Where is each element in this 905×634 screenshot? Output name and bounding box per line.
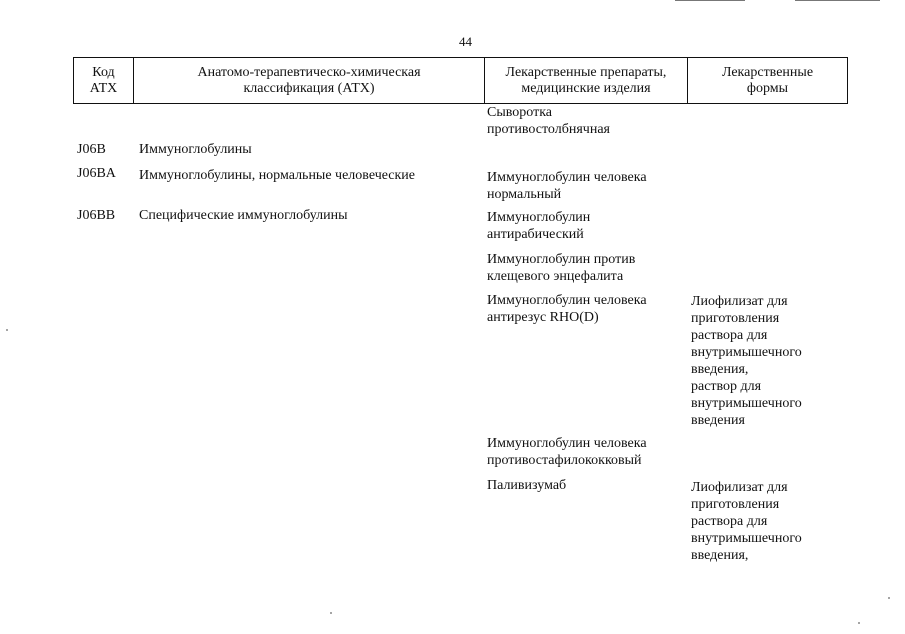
drug-name: Иммуноглобулин человека противостафилококковый	[487, 436, 647, 468]
atc-code: J06BB	[77, 208, 116, 223]
scan-speck	[888, 597, 890, 599]
atc-classification: Иммуноглобулины, нормальные человеческие	[139, 168, 416, 183]
atc-classification: Иммуноглобулины	[139, 142, 252, 157]
drug-name: Паливизумаб	[487, 478, 567, 493]
drug-name: Сыворотка противостолбнячная	[487, 105, 610, 137]
scan-edge-line	[675, 0, 745, 1]
scan-edge-line	[795, 0, 880, 1]
header-classification: Анатомо-терапевтическо-химическая классификация (АТХ)	[133, 57, 485, 104]
scan-speck	[858, 622, 860, 624]
header-forms: Лекарственные формы	[687, 57, 848, 104]
header-code: Код АТХ	[73, 57, 134, 104]
scan-speck	[6, 329, 8, 331]
dosage-forms: Лиофилизат для приготовления раствора для внутримышечного введения, раствор для внутримышечного введения	[691, 294, 802, 428]
scan-speck	[330, 612, 332, 614]
drug-name: Иммуноглобулин человека антирезус RHO(D)	[487, 293, 647, 325]
page-number: 44	[459, 34, 472, 49]
header-drugs: Лекарственные препараты, медицинские изделия	[484, 57, 688, 104]
atc-code: J06BA	[77, 166, 116, 181]
dosage-forms: Лиофилизат для приготовления раствора для внутримышечного введения,	[691, 480, 802, 563]
atc-classification: Специфические иммуноглобулины	[139, 208, 348, 223]
drug-name: Иммуноглобулин человека нормальный	[487, 170, 647, 202]
drug-name: Иммуноглобулин антирабический	[487, 210, 591, 242]
atc-code: J06B	[77, 142, 106, 157]
drug-name: Иммуноглобулин против клещевого энцефалита	[487, 252, 636, 284]
